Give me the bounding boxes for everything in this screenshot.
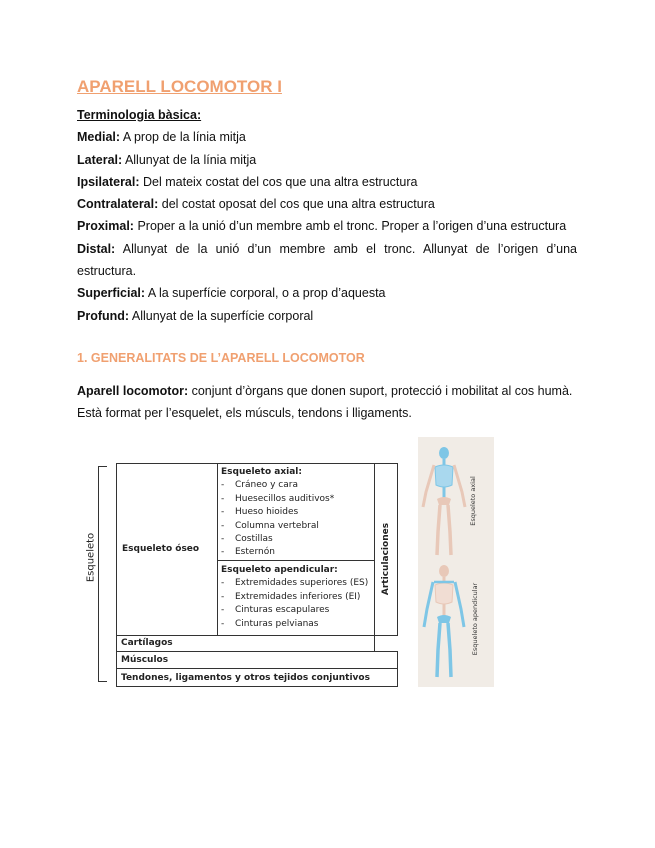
list-item: - Columna vertebral [221, 520, 334, 533]
list-item: - Extremidades inferiores (EI) [221, 591, 368, 604]
term-contralateral [77, 193, 577, 215]
list-item: - Hueso hioides [221, 506, 334, 519]
term-definition: Allunyat de la superfície corporal [129, 308, 314, 323]
term-label: Superficial: [77, 286, 146, 301]
cartilagos-label: Cartílagos [121, 638, 173, 648]
term-label: Medial: [77, 130, 121, 145]
list-item: - Extremidades superiores (ES) [221, 577, 368, 590]
section-heading: 1. GENERALITATS DE L’APARELL LOCOMOTOR [77, 351, 365, 365]
term-proximal [77, 215, 577, 237]
list-item: - Cinturas escapulares [221, 604, 368, 617]
term-definition: Allunyat de la unió d’un membre amb el tronc. Allunyat de l’origen d’una estructura. [77, 241, 577, 279]
list-item: - Esternón [221, 546, 334, 559]
articulaciones-label: Articulaciones [381, 522, 391, 596]
term-lateral [77, 149, 577, 171]
term-definition: Del mateix costat del cos que una altra estructura [139, 174, 418, 189]
term-distal [77, 238, 577, 283]
intro-term: Aparell locomotor: [77, 384, 189, 398]
section-intro [77, 380, 587, 425]
term-label: Contralateral: [77, 197, 159, 212]
musculos-label: Músculos [121, 655, 169, 665]
list-item: - Huesecillos auditivos* [221, 493, 334, 506]
axial-skeleton-figure [423, 447, 465, 555]
list-item: - Cráneo y cara [221, 479, 334, 492]
esqueleto-label: Esqueleto [85, 532, 97, 583]
skeleton-illustration [418, 437, 494, 687]
tendones-row [116, 668, 398, 687]
apendicular-skeleton-figure [424, 565, 464, 677]
term-ipsilateral [77, 171, 577, 193]
list-item: - Costillas [221, 533, 334, 546]
term-label: Proximal: [77, 219, 134, 234]
esqueleto-bracket [98, 466, 107, 682]
term-profund [77, 305, 577, 327]
divider [217, 463, 218, 636]
apendicular-list [221, 564, 368, 631]
skeleton-figure [418, 437, 494, 687]
axial-figure-label: Esqueleto axial [468, 476, 477, 526]
tendones-label: Tendones, ligamentos y otros tejidos conjuntivos [121, 673, 370, 683]
page-title: APARELL LOCOMOTOR I [77, 77, 282, 96]
divider [217, 560, 375, 561]
terminology-heading: Terminologia bàsica: [77, 108, 202, 122]
esqueleto-oseo-label: Esqueleto óseo [122, 544, 200, 554]
term-definition: A la superfície corporal, o a prop d’aquesta [145, 286, 386, 301]
terminology-section [77, 104, 577, 327]
term-superficial [77, 282, 577, 304]
term-medial [77, 126, 577, 148]
term-label: Distal: [77, 241, 116, 256]
term-definition: Allunyat de la línia mitja [122, 152, 257, 167]
apendicular-heading: Esqueleto apendicular: [221, 565, 338, 575]
cartilagos-row [116, 635, 375, 652]
musculos-row [116, 651, 398, 669]
term-definition: Proper a la unió d’un membre amb el tronc. Proper a l’origen d’una estructura [133, 219, 567, 234]
term-definition: del costat oposat del cos que una altra estructura [158, 197, 435, 212]
axial-heading: Esqueleto axial: [221, 467, 302, 477]
divider [374, 463, 375, 651]
intro-text: conjunt d’òrgans que donen suport, protecció i mobilitat al cos humà. Està format per l’esquelet, els músculs, tendons i lligaments. [77, 384, 573, 421]
term-label: Lateral: [77, 152, 123, 167]
term-label: Ipsilateral: [77, 174, 140, 189]
term-definition: A prop de la línia mitja [120, 130, 246, 145]
term-label: Profund: [77, 308, 130, 323]
list-item: - Cinturas pelvianas [221, 618, 368, 631]
skeleton-classification-diagram [78, 458, 398, 694]
axial-list [221, 466, 334, 560]
apendicular-figure-label: Esqueleto apendicular [471, 582, 480, 656]
